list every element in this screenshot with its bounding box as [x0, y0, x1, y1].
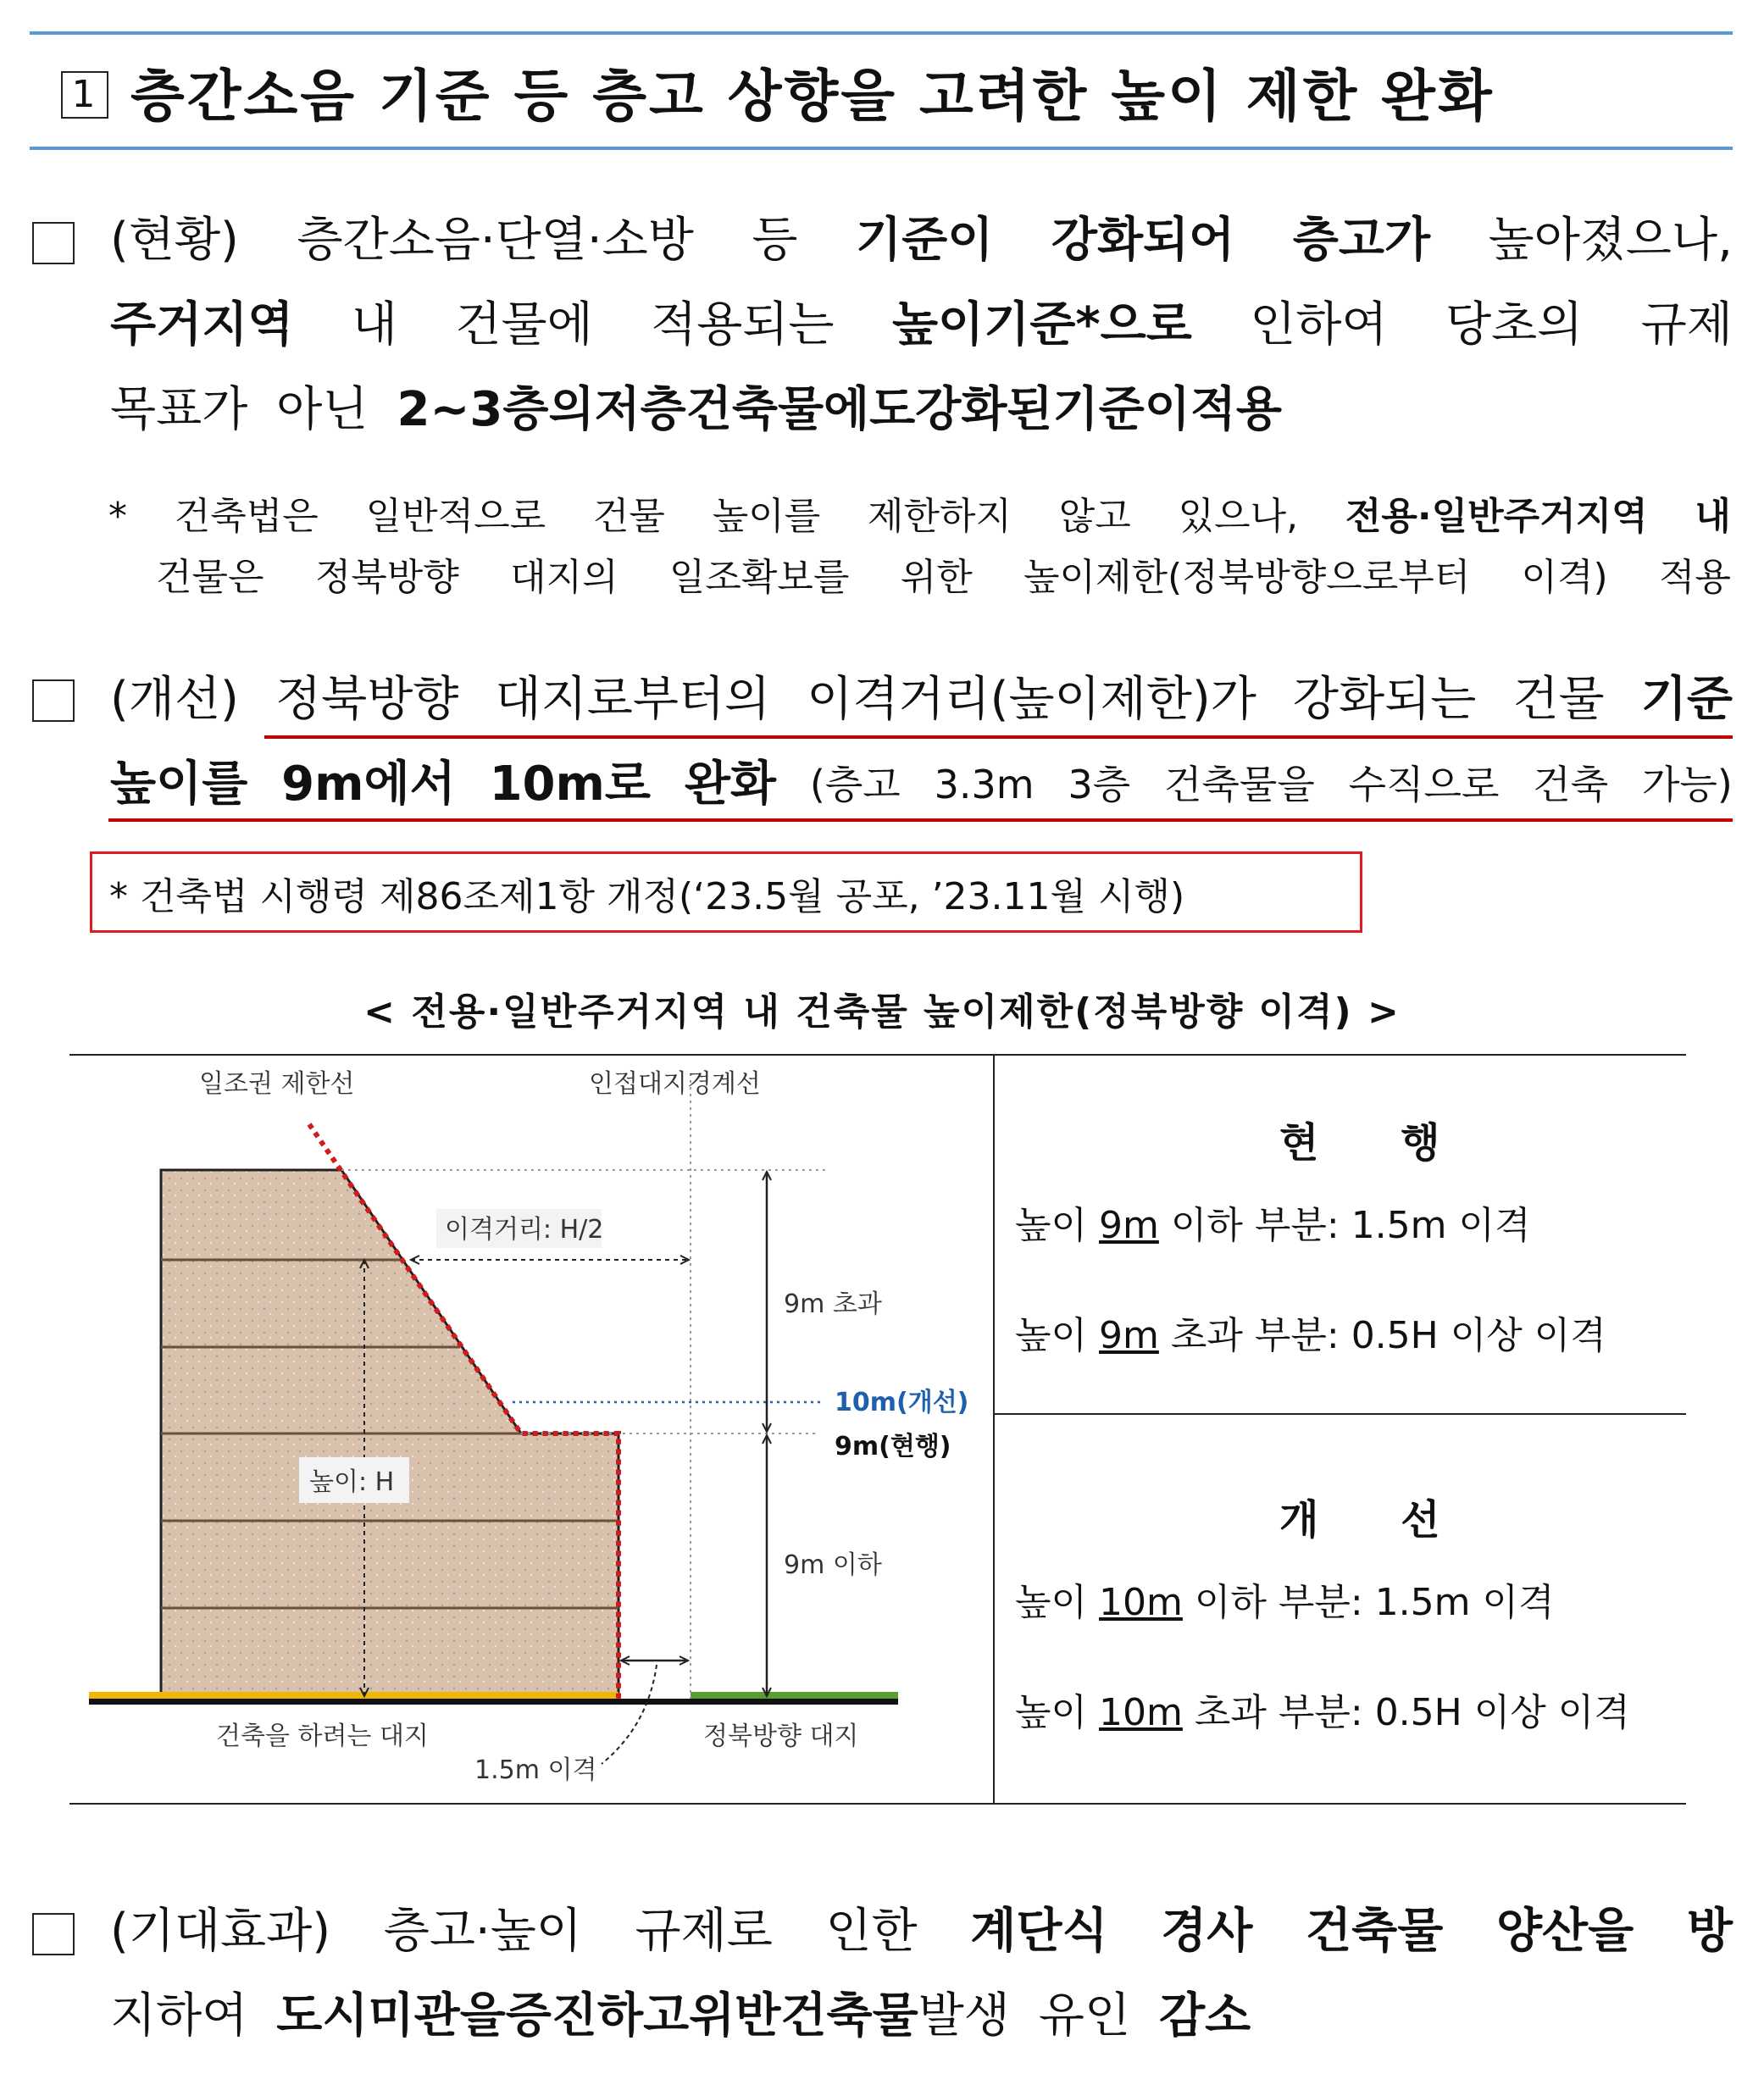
word: 인하여 — [1250, 297, 1388, 352]
rule-text: 초과 부분: 0.5H 이상 이격 — [1194, 1691, 1630, 1734]
footnote-line-1 — [108, 486, 1731, 547]
footnote-line-2 — [156, 547, 1731, 608]
word: 아닌 — [276, 382, 369, 437]
ground-yellow — [89, 1692, 619, 1699]
word: 감소 — [1159, 1988, 1251, 2043]
word: 적용 — [1658, 556, 1731, 599]
word: 지하여 — [110, 1988, 248, 2043]
section-title — [61, 51, 1495, 131]
rule-value: 10m — [1099, 1691, 1183, 1734]
improve-paragraph — [110, 657, 1733, 827]
improve-line-2 — [110, 742, 1733, 827]
title-bottom-rule — [30, 147, 1733, 150]
word: 대지로부터의 — [495, 672, 771, 727]
table-row-divider — [993, 1413, 1686, 1415]
word: 도시 — [276, 1988, 369, 2043]
word: 건축법은 — [174, 495, 319, 538]
word: 등 — [752, 213, 798, 268]
building-site-label: 건축을 하려는 대지 — [216, 1722, 429, 1751]
ground-green — [691, 1692, 898, 1699]
word: 일반적으로 — [365, 495, 546, 538]
word: 건물에 — [455, 297, 593, 352]
word: 높아졌으나, — [1488, 213, 1733, 268]
improve-line-1 — [110, 657, 1733, 742]
word: 경사 — [1161, 1904, 1253, 1959]
word: (현황) — [110, 213, 239, 268]
word: 주거지역 — [110, 297, 294, 352]
improved-rule-2 — [1015, 1682, 1630, 1736]
table-column-divider — [993, 1054, 995, 1805]
word: 양산을 — [1495, 1904, 1634, 1959]
bullet-box-current — [32, 222, 75, 264]
word: 높이기준*으로 — [891, 297, 1192, 352]
word: 규제 — [1640, 297, 1733, 352]
word: 내 — [1695, 495, 1731, 538]
word: 기준이 — [1052, 382, 1190, 437]
north-site-label: 정북방향 대지 — [703, 1722, 859, 1751]
word: 않고 — [1058, 495, 1131, 538]
rule-prefix: 높이 — [1015, 1314, 1088, 1357]
under-9m-label: 9m 이하 — [784, 1550, 882, 1580]
word: 강화되어 — [1051, 213, 1235, 268]
word: 이격거리(높이제한)가 — [807, 672, 1256, 727]
word: 건축물을 — [1164, 762, 1315, 807]
word: 강화된 — [915, 382, 1053, 437]
word: 강화되는 — [1292, 672, 1477, 727]
word: 대지의 — [510, 556, 619, 599]
word: 10m로 — [489, 757, 651, 812]
effect-line-2 — [110, 1974, 1733, 2059]
word: 건축 — [1533, 762, 1609, 807]
word: 기준이 — [856, 213, 994, 268]
word: 높이를 — [712, 495, 821, 538]
rule-text: 이하 부분: 1.5m 이격 — [1170, 1204, 1531, 1247]
rule-text: 이하 부분: 1.5m 이격 — [1194, 1581, 1555, 1624]
current-line-2 — [110, 283, 1733, 368]
word: 적용 — [1190, 382, 1283, 437]
word: 증진하고 — [505, 1988, 690, 2043]
word: 가능) — [1642, 762, 1733, 807]
word: 제한하지 — [867, 495, 1012, 538]
effect-paragraph — [110, 1889, 1733, 2059]
word: 인한 — [825, 1904, 918, 1959]
improved-rules-title: 개 선 — [1279, 1496, 1474, 1544]
word: 일조확보를 — [668, 556, 850, 599]
word: 내 — [351, 297, 397, 352]
rule-prefix: 높이 — [1015, 1691, 1088, 1734]
word: 층고·높이 — [383, 1904, 582, 1959]
section-title-text: 층간소음 기준 등 층고 상향을 고려한 높이 제한 완화 — [130, 64, 1495, 129]
red-underline-2 — [108, 818, 1733, 822]
word: 위반건축물 — [689, 1988, 918, 2043]
current-footnote — [108, 486, 1731, 608]
current-paragraph — [110, 198, 1733, 452]
current-rules-title: 현 행 — [1279, 1119, 1474, 1167]
ground-base — [89, 1699, 898, 1705]
word: 3층 — [1068, 762, 1131, 807]
boundary-line-label: 인접대지경계선 — [589, 1069, 761, 1099]
bullet-box-improve — [32, 679, 75, 722]
section-number: 1 — [61, 71, 108, 119]
word: * — [108, 495, 127, 538]
figure-caption: < 전용·일반주거지역 내 건축물 높이제한(정북방향 이격) > — [363, 990, 1401, 1034]
bullet-box-effect — [32, 1913, 75, 1955]
rule-value: 10m — [1099, 1581, 1183, 1624]
rule-prefix: 높이 — [1015, 1581, 1088, 1624]
word: 2~3층의 — [397, 382, 595, 437]
word: (개선) — [110, 672, 239, 727]
improved-rule-1 — [1015, 1572, 1555, 1626]
setback-1-5m-label: 1.5m 이격 — [474, 1755, 597, 1785]
law-amendment-note — [90, 851, 1362, 933]
word: 발생 — [918, 1988, 1010, 2043]
word: 전용·일반주거지역 — [1345, 495, 1648, 538]
word: 건물 — [592, 495, 665, 538]
effect-line-1 — [110, 1889, 1733, 1974]
rule-value: 9m — [1099, 1314, 1159, 1357]
word: 적용되는 — [651, 297, 835, 352]
word: 건축물에도 — [685, 382, 916, 437]
word: (층고 — [809, 762, 901, 807]
law-note-text: * 건축법 시행령 제86조제1항 개정(‘23.5월 공포, ’23.11월 시행) — [109, 875, 1185, 918]
word: 규제로 — [635, 1904, 773, 1959]
word: 완화 — [684, 757, 777, 812]
word: 저층 — [594, 382, 686, 437]
word: 건축물 — [1306, 1904, 1444, 1959]
word: 층고가 — [1292, 213, 1431, 268]
rule-prefix: 높이 — [1015, 1204, 1088, 1247]
word: 기준 — [1640, 672, 1733, 727]
word: 정북방향 — [314, 556, 459, 599]
word: 수직으로 — [1348, 762, 1500, 807]
current-rule-1 — [1015, 1195, 1531, 1249]
word: 3.3m — [934, 762, 1035, 807]
word: 층간소음·단열·소방 — [297, 213, 694, 268]
word: 이격) — [1521, 556, 1608, 599]
word: (기대효과) — [110, 1904, 331, 1959]
current-9m-label: 9m(현행) — [835, 1432, 951, 1461]
word: 정북방향 — [275, 672, 459, 727]
word: 있으나, — [1178, 495, 1299, 538]
word: 목표가 — [110, 382, 248, 437]
title-top-rule — [30, 31, 1733, 35]
table-top-border — [69, 1054, 1686, 1056]
word: 9m에서 — [281, 757, 456, 812]
current-line-1 — [110, 198, 1733, 283]
word: 높이를 — [110, 757, 248, 812]
word: 유인 — [1038, 1988, 1131, 2043]
word: 건물은 — [156, 556, 264, 599]
current-rule-2 — [1015, 1305, 1606, 1359]
rule-text: 초과 부분: 0.5H 이상 이격 — [1170, 1314, 1606, 1357]
word: 당초의 — [1445, 297, 1584, 352]
word: 위한 — [900, 556, 973, 599]
improved-10m-label: 10m(개선) — [835, 1388, 969, 1417]
word: 높이제한(정북방향으로부터 — [1023, 556, 1471, 599]
word: 방 — [1686, 1904, 1733, 1959]
setback-distance-label: 이격거리: H/2 — [445, 1215, 604, 1245]
sunlight-line-label: 일조권 제한선 — [199, 1069, 355, 1099]
current-line-3 — [110, 368, 1733, 452]
word: 미관을 — [368, 1988, 506, 2043]
rule-value: 9m — [1099, 1204, 1159, 1247]
word: 계단식 — [970, 1904, 1108, 1959]
word: 건물 — [1512, 672, 1605, 727]
over-9m-label: 9m 초과 — [784, 1289, 882, 1319]
red-underline-1 — [264, 735, 1733, 739]
height-limit-diagram — [72, 1056, 991, 1805]
height-h-label: 높이: H — [309, 1467, 395, 1497]
